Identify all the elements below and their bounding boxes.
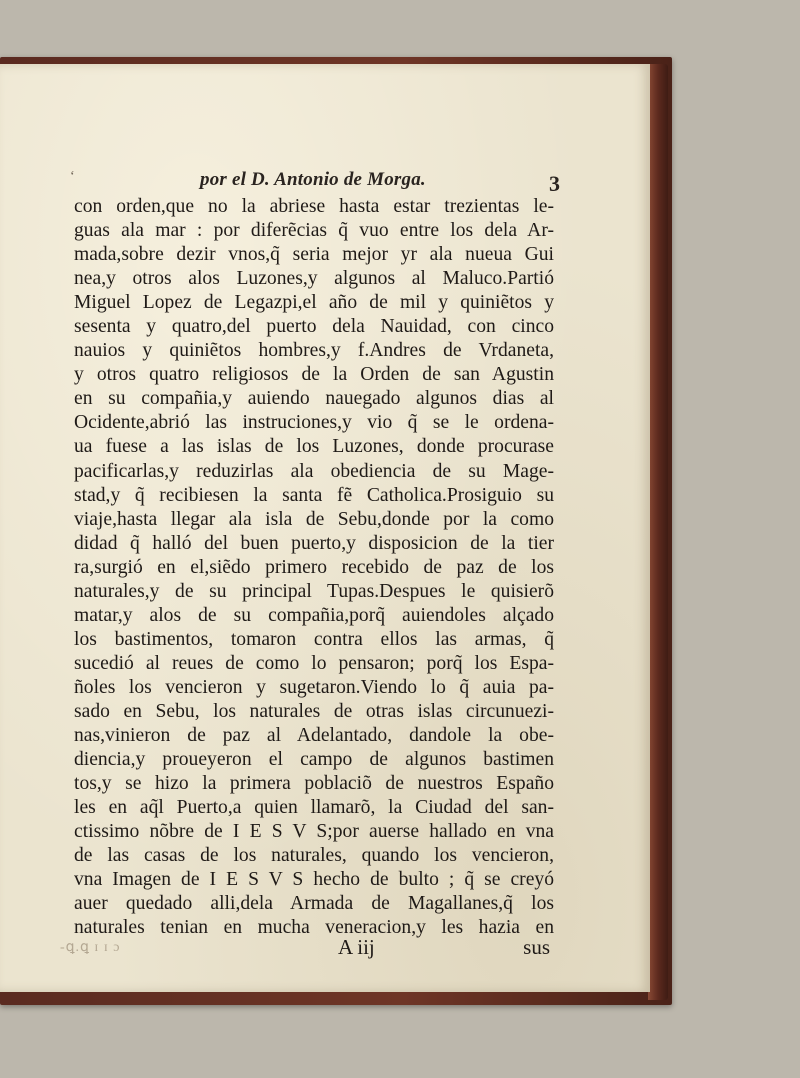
page-footer [60,935,550,965]
text-line: auer quedado alli,dela Armada de Magallanes,q̃ los [74,893,554,915]
text-line: los bastimentos, tomaron contra ellos las armas, q̃ [74,628,554,650]
text-line: sucedió al reues de como lo pensaron; porq̃ los Espa- [74,652,554,674]
text-line: pacificarlas,y reduzirlas ala obediencia de su Mage- [74,460,554,482]
text-line: y otros quatro religiosos de la Orden de san Agustin [74,364,554,386]
text-line: ra,surgió en el,siẽdo primero recebido de paz de los [74,556,554,578]
text-line: ñoles los vencieron y sugetaron.Viendo lo q̃ auia pa- [74,676,554,698]
text-line: stad,y q̃ recibiesen la santa fẽ Catholica.Prosiguio su [74,484,554,506]
text-line: ctissimo nõbre de I E S V S;por auerse hallado en vna [74,821,554,843]
text-line: tos,y se hizo la primera poblaciõ de nuestros Españo [74,773,554,795]
text-line: nauios y quiniẽtos hombres,y f.Andres de Vrdaneta, [74,340,554,362]
text-line: diencia,y proueyeron el campo de algunos bastimen [74,749,554,771]
bleed-through-text: -ꝗ.ꝗ ɪ ɪ ɔ [60,940,121,955]
body-text [74,195,554,940]
text-line: didad q̃ halló del buen puerto,y disposicion de la tier [74,532,554,554]
text-line: nea,y otros alos Luzones,y algunos al Maluco.Partió [74,268,554,290]
text-line: Miguel Lopez de Legazpi,el año de mil y quiniẽtos y [74,292,554,314]
text-line: guas ala mar : por diferẽcias q̃ vuo entre los dela Ar- [74,220,554,242]
text-line: naturales tenian en mucha veneracion,y les hazia en [74,917,554,939]
text-line: de las casas de los naturales, quando los vencieron, [74,845,554,867]
text-line: nas,vinieron de paz al Adelantado, dandole la obe- [74,725,554,747]
text-line: viaje,hasta llegar ala isla de Sebu,donde por la como [74,508,554,530]
folio-number: 3 [549,171,560,196]
text-line: mada,sobre dezir vnos,q̃ seria mejor yr ala nueua Gui [74,244,554,266]
catchword: sus [523,935,550,959]
text-line: en su compañia,y auiendo nauegado algunos dias al [74,388,554,410]
book-page [0,64,650,992]
running-title: por el D. Antonio de Morga. [200,169,426,190]
text-line: vna Imagen de I E S V S hecho de bulto ; q̃ se creyó [74,869,554,891]
text-line: naturales,y de su principal Tupas.Despues le quisierõ [74,580,554,602]
header-mark: ‘ [70,169,75,184]
text-line: les en aq̃l Puerto,a quien llamarõ, la Ciudad del san- [74,797,554,819]
signature-mark: A iij [338,935,375,959]
text-line: Ocidente,abrió las instruciones,y vio q̃ se le ordena- [74,412,554,434]
text-line: con orden,que no la abriese hasta estar trezientas le- [74,196,554,217]
text-line: sado en Sebu, los naturales de otras islas circunuezi- [74,700,554,722]
text-line: matar,y alos de su compañia,porq̃ auiendoles alçado [74,604,554,626]
text-line: ua fuese a las islas de los Luzones, donde procurase [74,436,554,458]
text-line: sesenta y quatro,del puerto dela Nauidad, con cinco [74,316,554,338]
book-binding-edge [648,64,668,1000]
